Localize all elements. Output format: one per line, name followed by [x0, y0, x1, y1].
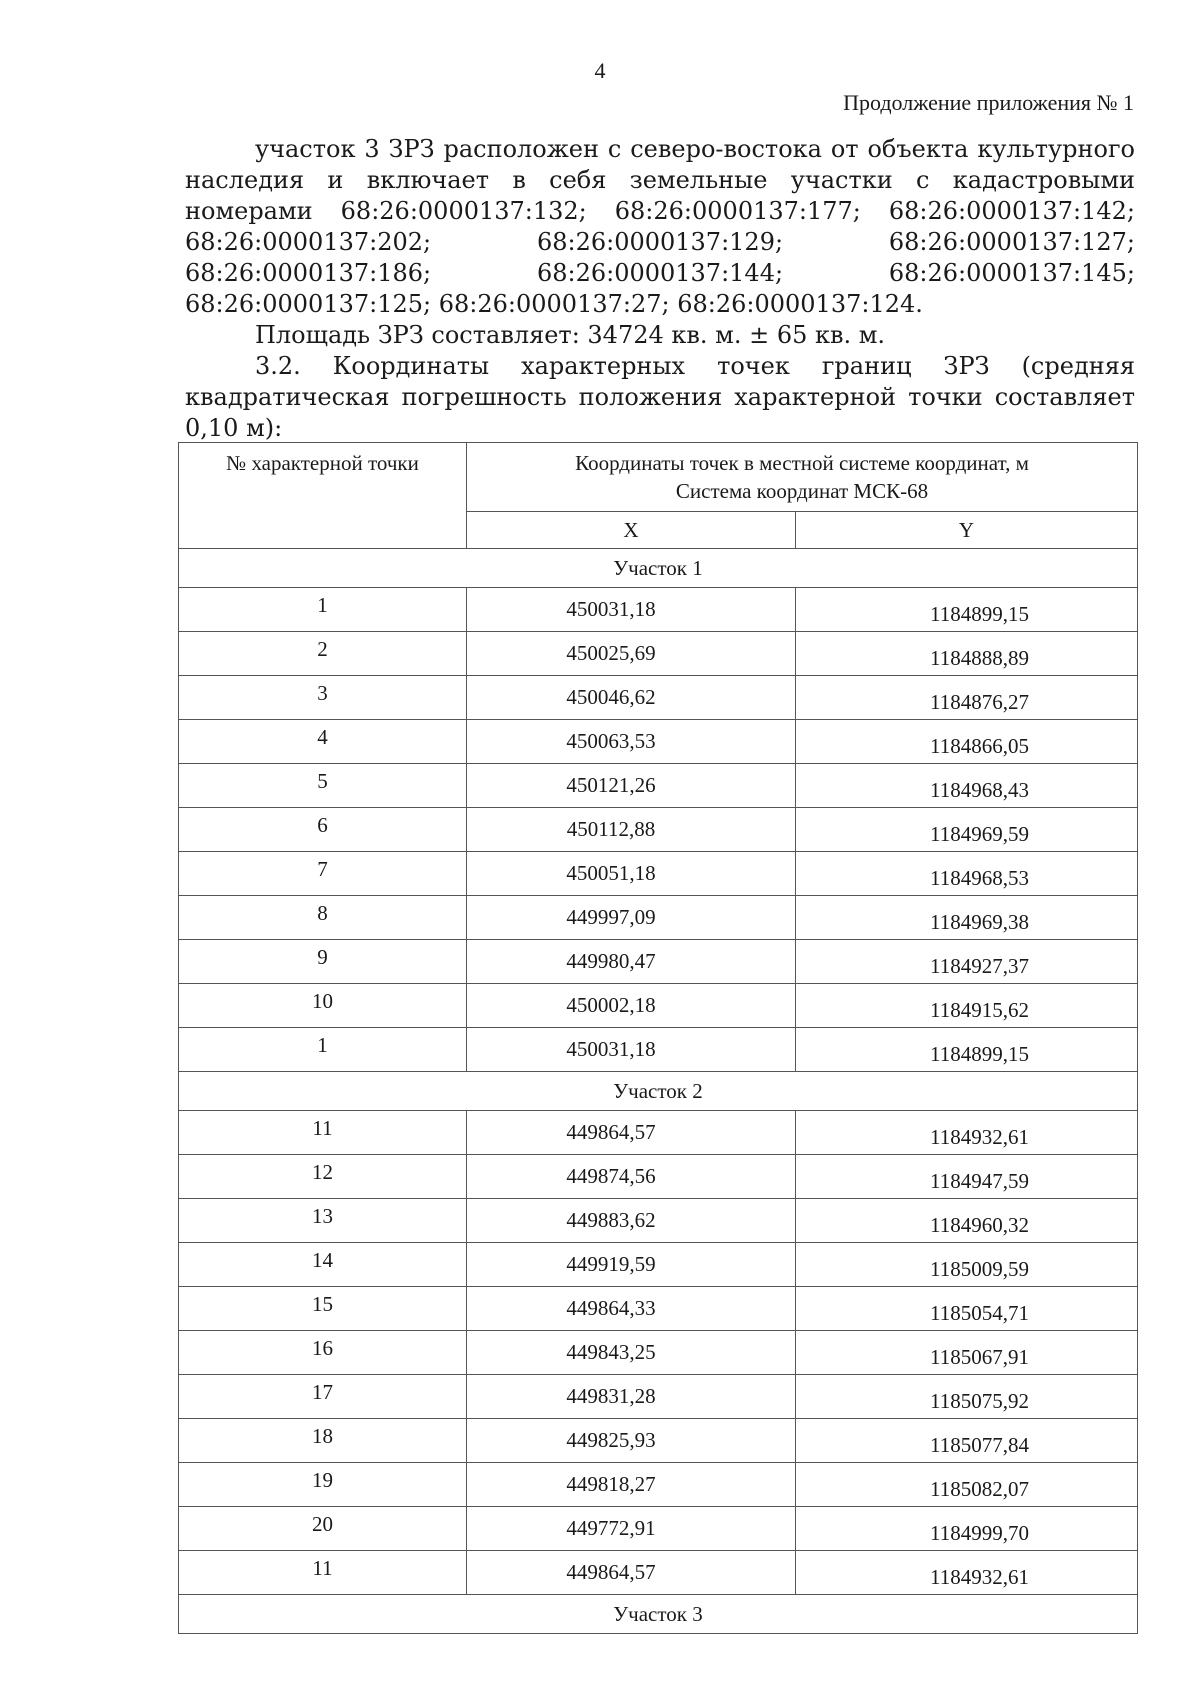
y-coordinate-cell: 1185054,71	[796, 1287, 1138, 1331]
y-coordinate-cell: 1184960,32	[796, 1199, 1138, 1243]
section-row	[179, 549, 1138, 588]
y-coordinate-cell: 1184888,89	[796, 632, 1138, 676]
table-row	[179, 1111, 1138, 1155]
section-title: Участок 3	[179, 1595, 1138, 1634]
x-coordinate-cell: 449864,33	[467, 1287, 796, 1331]
x-coordinate-cell: 450002,18	[467, 984, 796, 1028]
y-coordinate-cell: 1185077,84	[796, 1419, 1138, 1463]
table-body	[179, 549, 1138, 1634]
header-y: Y	[796, 512, 1138, 549]
section-title: Участок 2	[179, 1072, 1138, 1111]
table-row	[179, 1419, 1138, 1463]
table-row	[179, 632, 1138, 676]
paragraph-area: Площадь ЗРЗ составляет: 34724 кв. м. ± 65 кв. м.	[255, 321, 886, 349]
table-row	[179, 896, 1138, 940]
table-row	[179, 1375, 1138, 1419]
section-title: Участок 1	[179, 549, 1138, 588]
header-point-number: № характерной точки	[179, 443, 467, 549]
point-number-cell: 13	[179, 1199, 467, 1243]
point-number-cell: 10	[179, 984, 467, 1028]
y-coordinate-cell: 1184968,43	[796, 764, 1138, 808]
x-coordinate-cell: 449997,09	[467, 896, 796, 940]
table-row	[179, 1028, 1138, 1072]
point-number-cell: 11	[179, 1551, 467, 1595]
table-row	[179, 940, 1138, 984]
x-coordinate-cell: 450031,18	[467, 1028, 796, 1072]
table-row	[179, 852, 1138, 896]
paragraph-section-3-2-rest: квадратическая погрешность положения характерной точки составляет 0,10 м):	[185, 383, 1135, 442]
point-number-cell: 17	[179, 1375, 467, 1419]
y-coordinate-cell: 1185009,59	[796, 1243, 1138, 1287]
appendix-label: Продолжение приложения № 1	[843, 90, 1134, 115]
point-number-cell: 6	[179, 808, 467, 852]
table-row	[179, 1463, 1138, 1507]
y-coordinate-cell: 1184915,62	[796, 984, 1138, 1028]
coordinates-table	[178, 442, 1138, 1634]
point-number-cell: 14	[179, 1243, 467, 1287]
y-coordinate-cell: 1184969,38	[796, 896, 1138, 940]
y-coordinate-cell: 1184866,05	[796, 720, 1138, 764]
y-coordinate-cell: 1184947,59	[796, 1155, 1138, 1199]
point-number-cell: 2	[179, 632, 467, 676]
x-coordinate-cell: 449864,57	[467, 1111, 796, 1155]
point-number-cell: 15	[179, 1287, 467, 1331]
y-coordinate-cell: 1184876,27	[796, 676, 1138, 720]
x-coordinate-cell: 449831,28	[467, 1375, 796, 1419]
point-number-cell: 11	[179, 1111, 467, 1155]
table-row	[179, 764, 1138, 808]
paragraph-plot-3-description: участок 3 ЗРЗ расположен с северо-востока от объекта культурного наследия и включает в себя земельные участки с кадастровыми номерами 68:26:0000137:132; 68:26:0000137:177; 68:26:0000137:142; 68:26:0000137:202; 68:26:0000137:129; 68:26:0000137:127; 68:26:0000137:186; 68:26:0000137:144; 68:26:0000137:145; 68:26:0000137:125; 68:26:0000137:27; 68:26:0000137:124.	[185, 135, 1135, 318]
x-coordinate-cell: 450046,62	[467, 676, 796, 720]
y-coordinate-cell: 1184932,61	[796, 1111, 1138, 1155]
x-coordinate-cell: 450063,53	[467, 720, 796, 764]
x-coordinate-cell: 450121,26	[467, 764, 796, 808]
y-coordinate-cell: 1184968,53	[796, 852, 1138, 896]
table-row	[179, 1507, 1138, 1551]
x-coordinate-cell: 449864,57	[467, 1551, 796, 1595]
y-coordinate-cell: 1184999,70	[796, 1507, 1138, 1551]
x-coordinate-cell: 449843,25	[467, 1331, 796, 1375]
point-number-cell: 16	[179, 1331, 467, 1375]
header-coordinates-line2: Система координат МСК-68	[675, 479, 929, 503]
x-coordinate-cell: 449772,91	[467, 1507, 796, 1551]
x-coordinate-cell: 450112,88	[467, 808, 796, 852]
y-coordinate-cell: 1185082,07	[796, 1463, 1138, 1507]
x-coordinate-cell: 450025,69	[467, 632, 796, 676]
y-coordinate-cell: 1184927,37	[796, 940, 1138, 984]
table-row	[179, 1243, 1138, 1287]
y-coordinate-cell: 1184899,15	[796, 1028, 1138, 1072]
point-number-cell: 8	[179, 896, 467, 940]
point-number-cell: 19	[179, 1463, 467, 1507]
header-coordinates-line1: Координаты точек в местной системе координат, м	[575, 451, 1029, 475]
table-row	[179, 808, 1138, 852]
document-body	[185, 134, 1135, 444]
point-number-cell: 12	[179, 1155, 467, 1199]
x-coordinate-cell: 449818,27	[467, 1463, 796, 1507]
x-coordinate-cell: 449883,62	[467, 1199, 796, 1243]
header-coordinates	[467, 443, 1138, 512]
point-number-cell: 1	[179, 588, 467, 632]
section-row	[179, 1072, 1138, 1111]
x-coordinate-cell: 449825,93	[467, 1419, 796, 1463]
paragraph-section-3-2-first-line: 3.2. Координаты характерных точек границ ЗРЗ (средняя	[255, 352, 1135, 380]
x-coordinate-cell: 450051,18	[467, 852, 796, 896]
y-coordinate-cell: 1184969,59	[796, 808, 1138, 852]
x-coordinate-cell: 449874,56	[467, 1155, 796, 1199]
y-coordinate-cell: 1184899,15	[796, 588, 1138, 632]
point-number-cell: 4	[179, 720, 467, 764]
point-number-cell: 18	[179, 1419, 467, 1463]
table-row	[179, 1331, 1138, 1375]
table-row	[179, 1287, 1138, 1331]
table-row	[179, 676, 1138, 720]
header-x: X	[467, 512, 796, 549]
x-coordinate-cell: 449919,59	[467, 1243, 796, 1287]
point-number-cell: 3	[179, 676, 467, 720]
page-number: 4	[594, 58, 606, 83]
section-row	[179, 1595, 1138, 1634]
table-row	[179, 984, 1138, 1028]
x-coordinate-cell: 450031,18	[467, 588, 796, 632]
table-row	[179, 1155, 1138, 1199]
point-number-cell: 5	[179, 764, 467, 808]
point-number-cell: 7	[179, 852, 467, 896]
table-row	[179, 1199, 1138, 1243]
y-coordinate-cell: 1185067,91	[796, 1331, 1138, 1375]
y-coordinate-cell: 1185075,92	[796, 1375, 1138, 1419]
point-number-cell: 9	[179, 940, 467, 984]
point-number-cell: 20	[179, 1507, 467, 1551]
table-row	[179, 1551, 1138, 1595]
table-row	[179, 720, 1138, 764]
point-number-cell: 1	[179, 1028, 467, 1072]
y-coordinate-cell: 1184932,61	[796, 1551, 1138, 1595]
table-row	[179, 588, 1138, 632]
x-coordinate-cell: 449980,47	[467, 940, 796, 984]
